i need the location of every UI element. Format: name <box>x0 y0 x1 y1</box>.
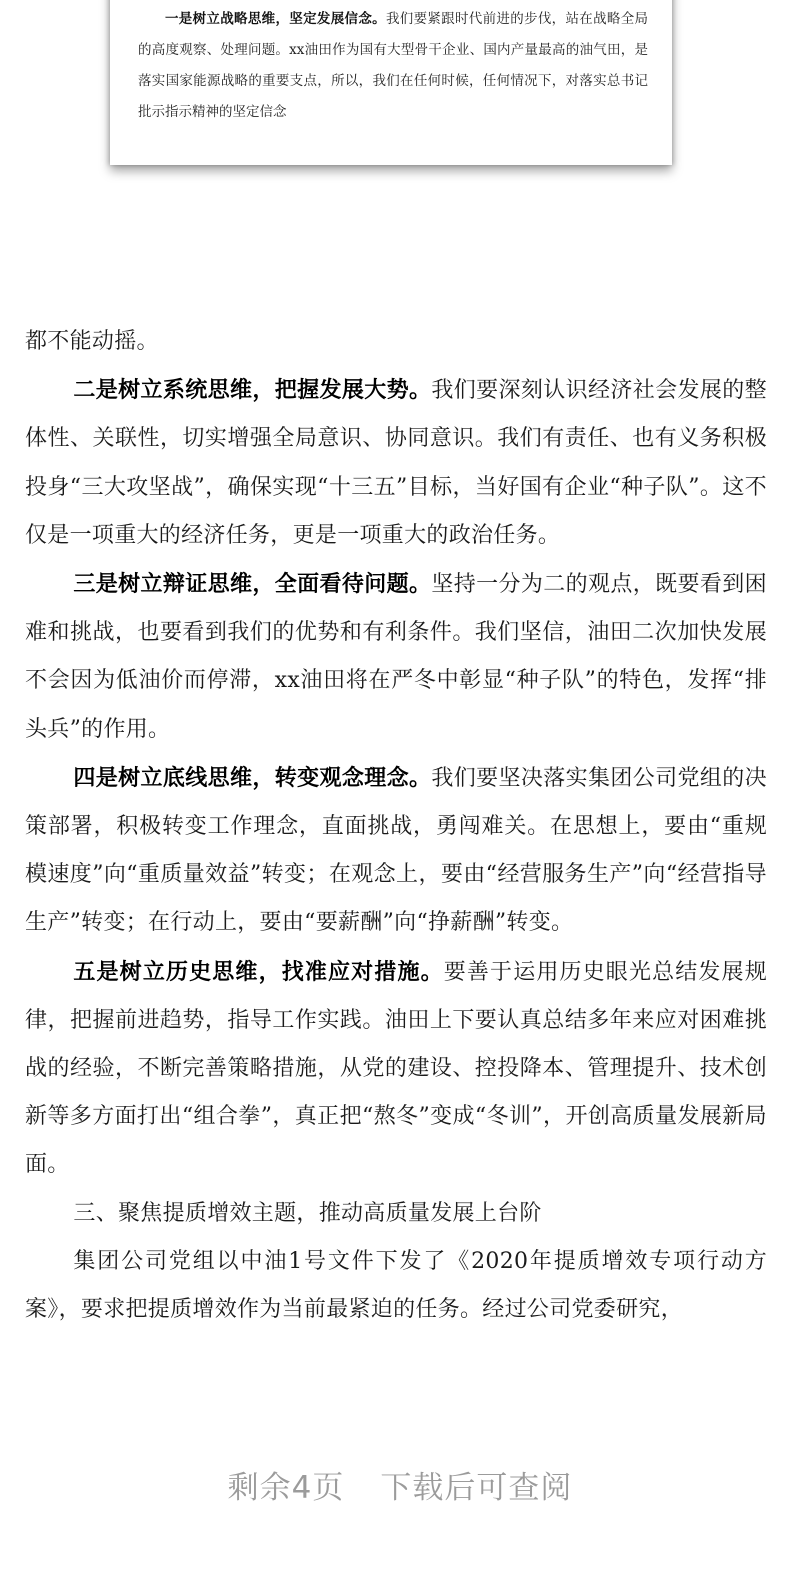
card-paragraph <box>138 4 648 128</box>
paragraph-2 <box>25 366 767 560</box>
paragraph-4-text: 我们要坚决落实集团公司党组的决策部署，积极转变工作理念，直面挑战，勇闯难关。在思想上，要由“重规模速度”向“重质量效益”转变；在观念上，要由“经营服务生产”向“经营指导生产”转变；在行动上，要由“要薪酬”向“挣薪酬”转变。 <box>25 765 767 936</box>
paragraph-3-text: 坚持一分为二的观点，既要看到困难和挑战，也要看到我们的优势和有利条件。我们坚信，油田二次加快发展不会因为低油价而停滞，xx油田将在严冬中彰显“种子队”的特色，发挥“排头兵”的作用。 <box>25 572 767 742</box>
card-lead-rest: 我们要紧跟时代前进的步伐，站在战略全局的高度观察、处理问题。xx油田作为国有大型骨干企业、国内产量最高的油气田，是落实国家能源战略的重要支点，所以，我们在任何时候，任何情况下，对落实总书记批示指示精神的坚定信念 <box>138 11 649 120</box>
paragraph-2-text: 我们要深刻认识经济社会发展的整体性、关联性，切实增强全局意识、协同意识。我们有责任、也有义务积极投身“三大攻坚战”，确保实现“十三五”目标，当好国有企业“种子队”。这不仅是一项重大的经济任务，更是一项重大的政治任务。 <box>25 378 767 548</box>
paragraph-2-lead: 二是树立系统思维，把握发展大势。 <box>73 377 432 404</box>
remaining-pages-label: 剩余4页 <box>227 1470 345 1506</box>
paragraph-5 <box>25 948 767 1190</box>
download-to-view-label: 下载后可查阅 <box>380 1470 573 1506</box>
section-heading-3: 三、聚焦提质增效主题，推动高质量发展上台阶 <box>73 1200 542 1226</box>
card-text <box>138 4 648 128</box>
paragraph-5-text: 要善于运用历史眼光总结发展规律，把握前进趋势，指导工作实践。油田上下要认真总结多年来应对困难挑战的经验，不断完善策略措施，从党的建设、控投降本、管理提升、技术创新等多方面打出“组合拳”，真正把“熬冬”变成“冬训”，开创高质量发展新局面。 <box>25 959 767 1178</box>
document-body <box>25 318 767 1334</box>
remaining-pages-notice[interactable] <box>0 1462 800 1507</box>
paragraph-continuation: 都不能动摇。 <box>25 329 159 354</box>
paragraph-5-lead: 五是树立历史思维，找准应对措施。 <box>73 958 444 985</box>
paragraph-3-lead: 三是树立辩证思维，全面看待问题。 <box>73 571 432 598</box>
paragraph-3 <box>25 560 767 754</box>
paragraph-6: 集团公司党组以中油1号文件下发了《2020年提质增效专项行动方案》，要求把提质增效作为当前最紧迫的任务。经过公司党委研究， <box>25 1248 767 1323</box>
paragraph-4-lead: 四是树立底线思维，转变观念理念。 <box>73 764 432 791</box>
page-preview-card <box>110 0 672 165</box>
paragraph-4 <box>25 754 767 948</box>
card-lead-bold: 一是树立战略思维，坚定发展信念。 <box>165 11 386 27</box>
